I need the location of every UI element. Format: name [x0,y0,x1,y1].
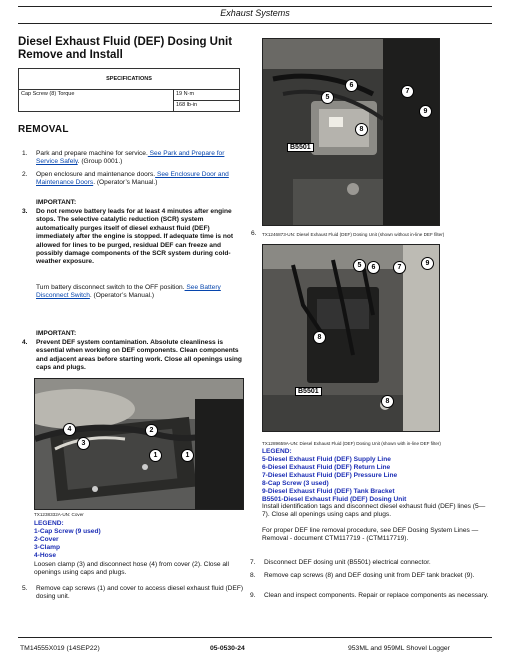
dosing-unit-illustration-2 [263,245,439,431]
callout-6: 6 [367,261,380,274]
step-text-after: . (Operator’s Manual.) [89,292,155,300]
legend-item: 3-Clamp [34,544,61,551]
step-7 [250,559,492,569]
step-text: Remove cap screws (8) and DEF dosing unit from DEF tank bracket (9). [264,572,475,579]
legend-item: 1-Cap Screw (9 used) [34,528,101,535]
step-number: 8. [250,572,256,579]
figure-caption: TX1238332A-UN: Cover [34,512,84,517]
legend-item: 7-Diesel Exhaust Fluid (DEF) Pressure Line [262,472,398,479]
step-5 [22,585,244,603]
callout-6: 6 [345,79,358,92]
legend-title: LEGEND: [34,520,64,527]
dosing-unit-photo-2 [262,244,440,432]
callout-2: 2 [145,424,158,437]
callout-9: 9 [419,105,432,118]
step-number: 9. [250,592,256,599]
legend-item: 8-Cap Screw (3 used) [262,480,329,487]
callout-7: 7 [393,261,406,274]
dosing-unit-photo-1 [262,38,440,226]
callout-1: 1 [181,449,194,462]
step-number: 4. [22,339,28,346]
step-number: 1. [22,150,28,157]
step-2 [22,171,242,189]
legend-item: 2-Cover [34,536,59,543]
step-8 [250,572,492,590]
callout-1: 1 [149,449,162,462]
step-number: 3. [22,208,28,215]
important-label: IMPORTANT: [36,199,77,206]
step-text: Disconnect DEF dosing unit (B5501) electrical connector. [264,559,431,566]
step-4-instruction: Loosen clamp (3) and disconnect hose (4) from cover (2). Close all openings using caps and plugs. [34,561,229,577]
enclosure-door-link[interactable]: See Enclosure Door and Maintenance Doors [36,171,229,187]
step-1 [22,150,242,168]
step-text: Open enclosure and maintenance doors. [36,171,156,178]
specifications-table [18,68,240,112]
step-text: Clean and inspect components. Repair or replace components as necessary. [264,592,489,599]
step-text-after: . (Operator’s Manual.) [93,179,158,187]
spec-value-imperial: 168 lb-in [174,101,240,112]
step-6-instruction: Install identification tags and disconnect diesel exhaust fluid (DEF) lines (5—7). Close all openings using caps and plugs. [262,503,486,519]
callout-5: 5 [353,259,366,272]
callout-8: 8 [313,331,326,344]
callout-7: 7 [401,85,414,98]
step-number: 7. [250,559,256,566]
step-number: 5. [22,585,28,592]
step-4 [22,339,244,375]
table-row [19,90,240,101]
legend-item: 6-Diesel Exhaust Fluid (DEF) Return Line [262,464,391,471]
battery-disconnect-link[interactable]: See Battery Disconnect Switch [36,284,221,300]
important-text: Do not remove battery leads for at least 4 minutes after engine stops. The selective catalytic reduction (SCR) system automatically purges itself of diesel exhaust fluid (DEF) immediately after the engine is stopped. If adequate time is not allowed for lines to be purged, residual DEF can freeze and possibly damage components of the SCR system during cold-weather exposure. [36,208,234,266]
callout-8: 8 [381,395,394,408]
component-tag-b5501: B5501 [287,143,314,152]
footer-rule [18,637,492,638]
callout-8: 8 [355,123,368,136]
spec-heading: SPECIFICATIONS [19,69,240,90]
callout-3: 3 [77,437,90,450]
dosing-unit-illustration-1 [263,39,439,225]
cover-photo [34,378,244,510]
footer-model: 953ML and 959ML Shovel Logger [348,645,450,652]
step-text-after: . (Group 0001.) [77,158,123,166]
spec-item: Cap Screw (8) Torque [19,90,174,112]
legend-item: 4-Hose [34,552,56,559]
component-tag-b5501: B5501 [295,387,322,396]
callout-4: 4 [63,423,76,436]
step-6-note: For proper DEF line removal procedure, see DEF Dosing System Lines — Removal - document CTM117719 - (CTM117719). [262,527,479,543]
step-number: 2. [22,171,28,178]
step-text: Park and prepare machine for service. [36,150,148,157]
footer-document-id: TM14555X019 (14SEP22) [20,645,100,652]
page-title: Diesel Exhaust Fluid (DEF) Dosing Unit Remove and Install [18,36,233,61]
figure-caption: TX1289659A-UN: Diesel Exhaust Fluid (DEF) Dosing Unit (shown with in-line DEF filter) [262,441,441,446]
spec-value-metric: 19 N·m [174,90,240,101]
step-3-instruction [36,284,242,302]
step-text: Remove cap screws (1) and cover to access diesel exhaust fluid (DEF) dosing unit. [36,585,244,601]
section-heading: REMOVAL [18,124,69,135]
callout-9: 9 [421,257,434,270]
legend-item: 9-Diesel Exhaust Fluid (DEF) Tank Bracket [262,488,395,495]
step-3 [22,208,244,268]
legend-title: LEGEND: [262,448,292,455]
legend-item: 5-Diesel Exhaust Fluid (DEF) Supply Line [262,456,391,463]
callout-5: 5 [321,91,334,104]
step-text: Turn battery disconnect switch to the OFF position. [36,284,185,291]
important-text: Prevent DEF system contamination. Absolute cleanliness is essential when working on DEF components. Clean components and adjacent areas before starting work. Close all openings using caps and plugs. [36,339,242,372]
figure-caption: TX1246873-UN: Diesel Exhaust Fluid (DEF) Dosing Unit (shown without in-line DEF filter) [262,232,445,237]
park-prepare-link[interactable]: See Park and Prepare for Service Safely [36,150,225,166]
step-number: 6. [251,230,257,237]
cover-illustration [35,379,243,509]
important-label: IMPORTANT: [36,330,77,337]
legend-item: B5501-Diesel Exhaust Fluid (DEF) Dosing Unit [262,496,407,503]
footer-page-number: 05-0530-24 [210,645,245,652]
page-header: Exhaust Systems [220,8,290,18]
step-9 [250,592,492,610]
